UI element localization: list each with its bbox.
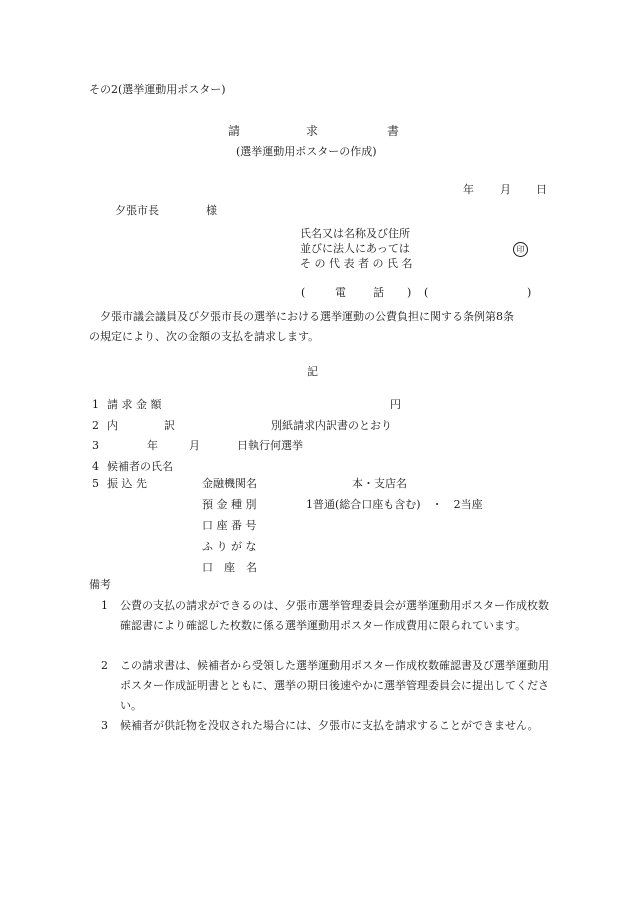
intro-line-1: 夕張市議会議員及び夕張市長の選挙における選挙運動の公費負担に関する条例第8条	[100, 310, 514, 323]
furigana-label: ふ り が な	[202, 540, 257, 553]
applicant-line-3: そ の 代 表 者 の 氏 名	[300, 257, 413, 270]
deposit-type-label: 預 金 種 別	[202, 498, 257, 511]
deposit-type-value: 1普通(総合口座も含む) ・ 2当座	[306, 498, 483, 511]
item-3-number: 3	[92, 439, 99, 452]
item-2-number: 2	[92, 419, 99, 432]
remark-2-number: 2	[101, 659, 108, 672]
phone-open: (	[301, 286, 306, 299]
bank-name-label: 金融機関名	[202, 477, 257, 490]
title-char-1: 請	[228, 124, 241, 138]
remark-1-number: 1	[101, 599, 108, 612]
seal-icon: 印	[513, 242, 528, 257]
remark-2-text: この請求書は、候補者から受領した選挙運動用ポスター作成枚数確認書及び選挙運動用ポスター作成証明書とともに、選挙の期日後速やかに選挙管理委員会に提出してください。	[120, 659, 549, 712]
item-4-label: 候補者の氏名	[107, 460, 173, 473]
item-3-year: 年	[147, 439, 158, 452]
date-year: 年	[463, 183, 474, 196]
remark-3-number: 3	[101, 719, 108, 732]
remark-3-text: 候補者が供託物を没収された場合には、夕張市に支払を請求することができません。	[120, 719, 539, 732]
item-1-number: 1	[92, 398, 99, 411]
remark-note-3	[103, 716, 551, 736]
remark-note-1	[103, 596, 551, 636]
item-5-label: 振 込 先	[107, 477, 147, 490]
item-3-rest: 日執行何選挙	[237, 439, 303, 452]
item-4-number: 4	[92, 460, 99, 473]
item-1-label: 請 求 金 額	[107, 398, 162, 411]
remark-note-2	[103, 656, 551, 716]
phone-open-2: (	[424, 286, 429, 299]
applicant-line-2: 並びに法人にあっては	[300, 242, 410, 255]
phone-close: )	[407, 286, 412, 299]
account-name-label: 口 座 名	[202, 561, 257, 574]
branch-name-label: 本・支店名	[352, 477, 407, 490]
item-2-label-2: 訳	[164, 419, 175, 432]
date-month: 月	[500, 183, 511, 196]
applicant-line-1: 氏名又は名称及び住所	[300, 227, 410, 240]
remarks-heading: 備考	[89, 578, 111, 591]
addressee-name: 夕張市長	[115, 204, 159, 217]
phone-close-2: )	[527, 286, 532, 299]
date-day: 日	[536, 183, 547, 196]
item-3-month: 月	[189, 439, 200, 452]
item-1-unit: 円	[390, 398, 401, 411]
subtitle: (選挙運動用ポスターの作成)	[236, 145, 377, 158]
item-5-number: 5	[92, 477, 99, 490]
item-2-label-1: 内	[107, 419, 118, 432]
ki-heading: 記	[307, 365, 318, 378]
account-number-label: 口 座 番 号	[202, 519, 257, 532]
title-char-2: 求	[306, 124, 319, 138]
remark-1-text: 公費の支払の請求ができるのは、夕張市選挙管理委員会が選挙運動用ポスター作成枚数確認書により確認した枚数に係る選挙運動用ポスター作成費用に限られています。	[120, 599, 549, 632]
intro-line-2: の規定により、次の金額の支払を請求します。	[89, 330, 320, 343]
form-label: その2(選挙運動用ポスター)	[89, 83, 226, 96]
phone-label-1: 電	[335, 286, 346, 299]
phone-label-2: 話	[373, 286, 384, 299]
seal-mark	[513, 242, 528, 257]
item-2-value: 別紙請求内訳書のとおり	[271, 419, 392, 432]
addressee-honorific: 様	[206, 204, 217, 217]
title-char-3: 書	[387, 124, 400, 138]
